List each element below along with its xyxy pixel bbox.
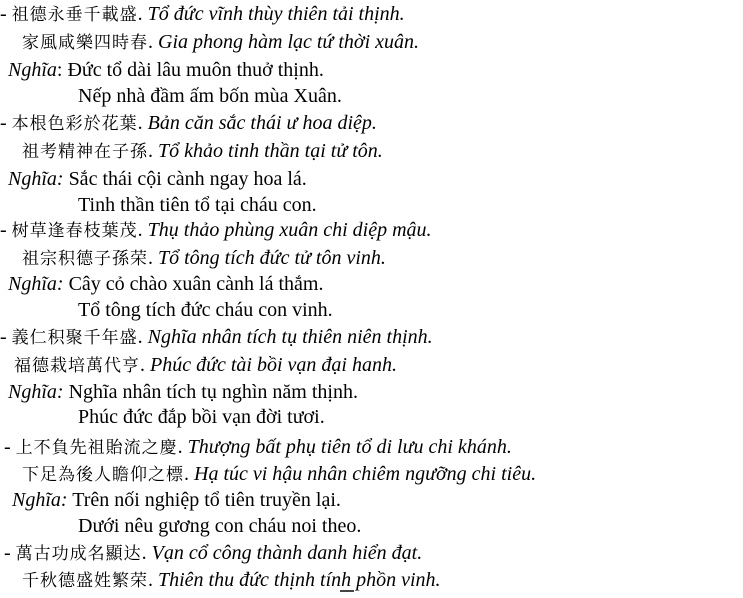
hanzi-text: 千秋德盛姓繁荣: [22, 571, 148, 591]
meaning-text: Dưới nêu gương con cháu noi theo.: [78, 515, 362, 537]
transliteration: Tổ khảo tinh thần tại tử tôn.: [158, 140, 383, 162]
hanzi-text: 福德栽培萬代亨: [14, 356, 140, 376]
entry-2-line-1: - 本根色彩於花葉. Bản căn sắc thái ư hoa diệp.: [0, 112, 377, 134]
hanzi-text: 義仁积聚千年盛: [11, 328, 138, 348]
hanzi-text: 萬古功成名顯达: [15, 544, 142, 564]
entry-1-meaning-1: Nghĩa: Đức tổ dài lâu muôn thuở thịnh.: [8, 59, 324, 81]
hanzi-text: 祖德永垂千載盛: [11, 5, 138, 25]
entry-5-line-2: 下足為後人瞻仰之標. Hạ túc vi hậu nhân chiêm ngưỡng chi tiêu.: [22, 463, 537, 485]
entry-3-meaning-1: [8, 271, 323, 297]
entry-3-line-2: 祖宗积德子孫荣. Tổ tông tích đức tử tôn vinh.: [22, 247, 386, 269]
meaning-text: Trên nối nghiệp tổ tiên truyền lại.: [72, 489, 341, 511]
meaning-label: Nghĩa:: [8, 168, 64, 190]
transliteration: Hạ túc vi hậu nhân chiêm ngưỡng chi tiêu.: [194, 463, 537, 485]
transliteration: Tổ đức vĩnh thùy thiên tải thịnh.: [147, 3, 405, 25]
meaning-label: Nghĩa: [8, 59, 57, 81]
transliteration: Bản căn sắc thái ư hoa diệp.: [147, 112, 377, 134]
entry-4-line-1: - 義仁积聚千年盛. Nghĩa nhân tích tụ thiên niên thịnh.: [0, 326, 433, 348]
meaning-text: Tổ tông tích đức cháu con vinh.: [78, 299, 333, 321]
transliteration: Thụ thảo phùng xuân chi diệp mậu.: [147, 219, 432, 241]
cropped-glyph-fragment: [340, 590, 354, 598]
entry-2-line-2: 祖考精神在子孫. Tổ khảo tinh thần tại tử tôn.: [22, 140, 383, 162]
meaning-text: Cây cỏ chào xuân cành lá thắm.: [68, 273, 324, 295]
entry-5-meaning-2: [78, 513, 361, 539]
transliteration: Phúc đức tài bồi vạn đại hanh.: [150, 354, 397, 376]
entry-1-line-1: - 祖德永垂千載盛. Tổ đức vĩnh thùy thiên tải thịnh.: [0, 3, 405, 25]
transliteration: Nghĩa nhân tích tụ thiên niên thịnh.: [147, 326, 433, 348]
entry-3-line-1: - 树草逢春枝葉茂. Thụ thảo phùng xuân chi diệp mậu.: [0, 219, 432, 241]
entry-2-meaning-1: [8, 166, 307, 192]
entry-6-line-2: 千秋德盛姓繁荣. Thiên thu đức thịnh tính phồn vinh.: [22, 569, 441, 591]
transliteration: Thiên thu đức thịnh tính phồn vinh.: [158, 569, 441, 591]
meaning-text: Tinh thần tiên tổ tại cháu con.: [78, 194, 317, 216]
meaning-label: Nghĩa:: [12, 489, 68, 511]
hanzi-text: 树草逢春枝葉茂: [11, 221, 138, 241]
hanzi-text: 上不負先祖貽流之慶: [15, 438, 178, 458]
transliteration: Tổ tông tích đức tử tôn vinh.: [158, 247, 386, 269]
entry-3-meaning-2: [78, 297, 333, 323]
meaning-text: Sắc thái cội cành ngay hoa lá.: [68, 168, 307, 190]
entry-4-line-2: 福德栽培萬代亨. Phúc đức tài bồi vạn đại hanh.: [14, 354, 397, 376]
transliteration: Vạn cổ công thành danh hiển đạt.: [151, 542, 423, 564]
entry-5-line-1: - 上不負先祖貽流之慶. Thượng bất phụ tiên tổ di lưu chi khánh.: [4, 436, 512, 458]
hanzi-text: 祖宗积德子孫荣: [22, 249, 148, 269]
entry-5-meaning-1: [12, 487, 341, 513]
entry-6-line-1: - 萬古功成名顯达. Vạn cổ công thành danh hiển đạt.: [4, 542, 423, 564]
entry-4-meaning-2: [78, 404, 325, 430]
entry-1-line-2: 家風咸樂四時春. Gia phong hàm lạc tứ thời xuân.: [22, 31, 420, 53]
hanzi-text: 家風咸樂四時春: [22, 33, 148, 53]
meaning-label: Nghĩa:: [8, 381, 64, 403]
transliteration: Thượng bất phụ tiên tổ di lưu chi khánh.: [187, 436, 512, 458]
meaning-text: Đức tổ dài lâu muôn thuở thịnh.: [67, 59, 324, 81]
meaning-text: Nghĩa nhân tích tụ nghìn năm thịnh.: [68, 381, 358, 403]
entry-2-meaning-2: [78, 192, 317, 218]
meaning-label: Nghĩa:: [8, 273, 64, 295]
transliteration: Gia phong hàm lạc tứ thời xuân.: [158, 31, 420, 53]
entry-4-meaning-1: [8, 379, 358, 405]
hanzi-text: 祖考精神在子孫: [22, 142, 148, 162]
entry-1-meaning-2: [78, 83, 342, 109]
meaning-text: Nếp nhà đầm ấm bốn mùa Xuân.: [78, 85, 342, 107]
hanzi-text: 本根色彩於花葉: [11, 114, 138, 134]
hanzi-text: 下足為後人瞻仰之標: [22, 465, 184, 485]
meaning-text: Phúc đức đắp bồi vạn đời tươi.: [78, 406, 325, 428]
